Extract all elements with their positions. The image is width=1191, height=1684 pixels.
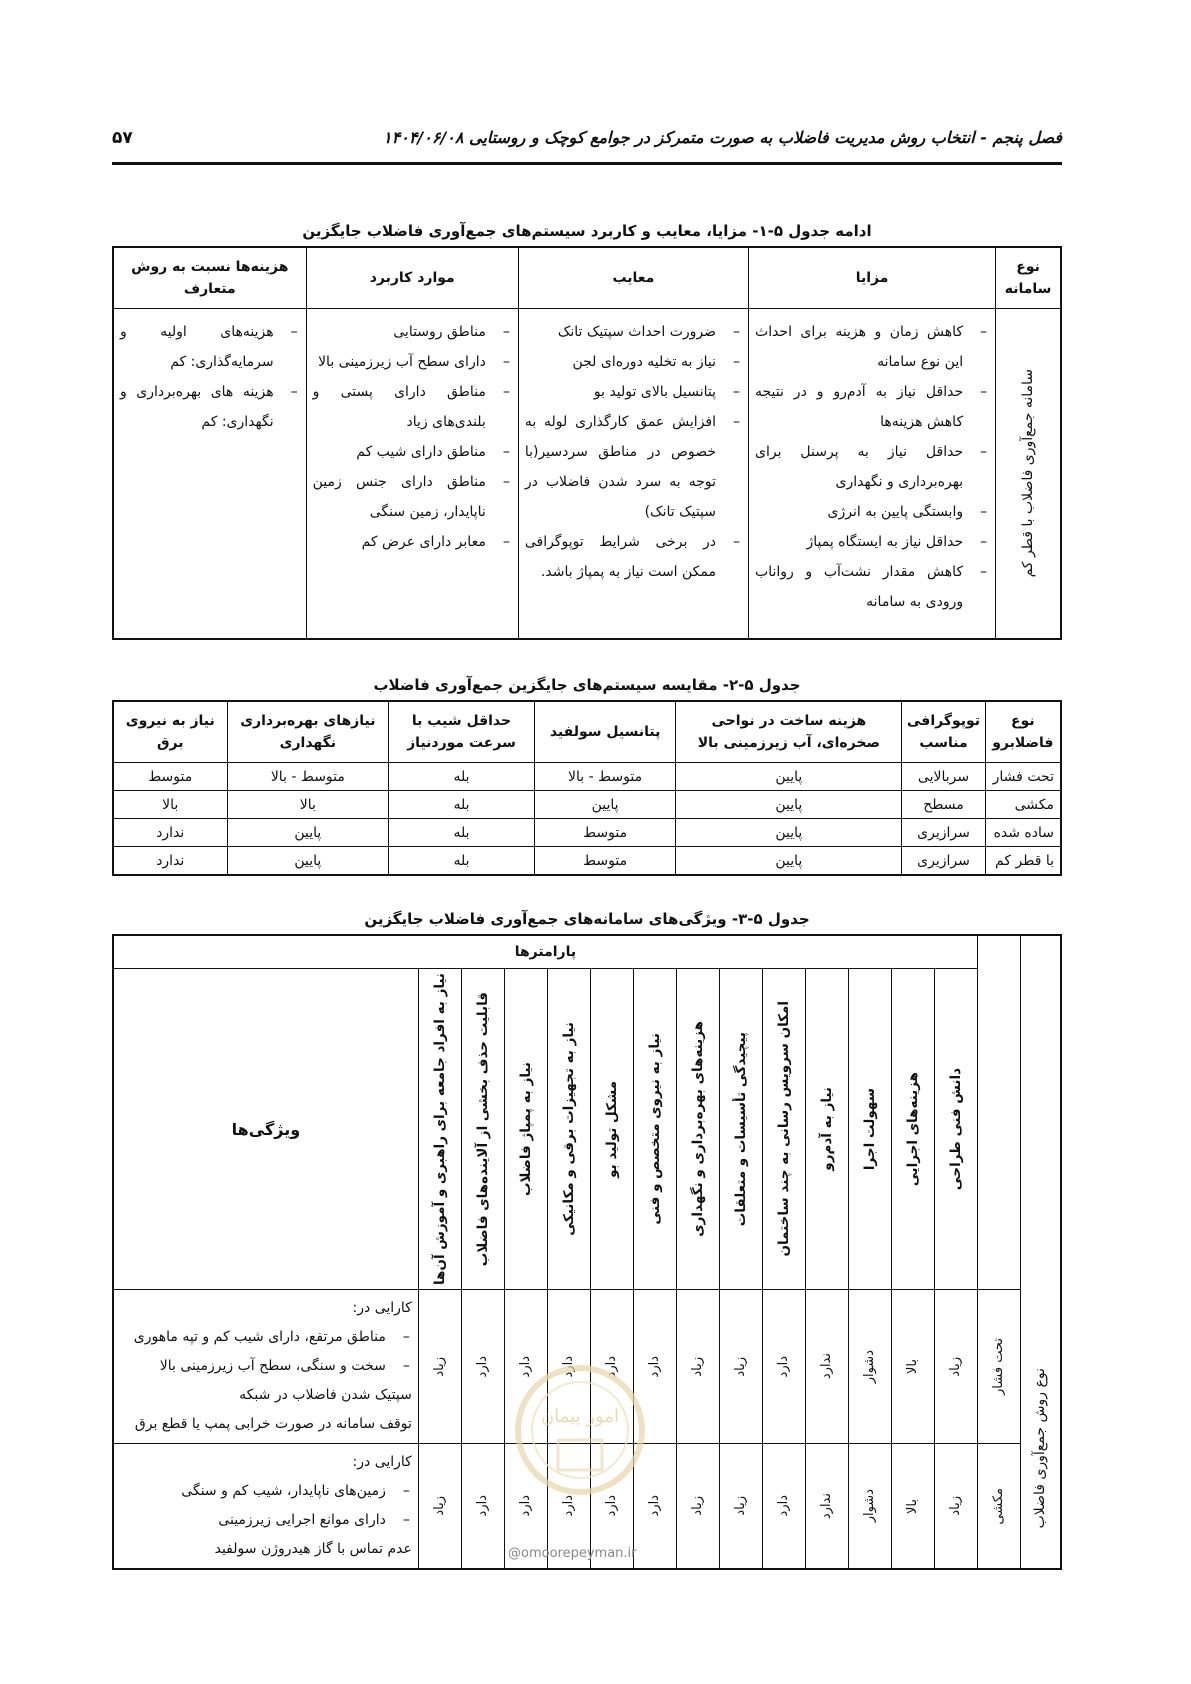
t1-disadvantages-cell <box>518 309 748 640</box>
t3-value: زیاد <box>690 1356 706 1377</box>
table2 <box>112 700 1062 876</box>
list-item: – معابر دارای عرض کم <box>313 527 512 557</box>
table1 <box>112 246 1062 640</box>
t2-cell: سربالایی <box>902 763 985 791</box>
t3-value: دشوار <box>862 1349 878 1384</box>
t2-cell: بالا <box>227 791 389 819</box>
t3-value: ندارد <box>819 1353 835 1380</box>
t3-value: زیاد <box>948 1356 964 1377</box>
t2-cell: پایین <box>676 791 902 819</box>
t3-features-cell <box>113 1290 418 1444</box>
t2-cell: مکشی <box>985 791 1061 819</box>
t3-value: زیاد <box>432 1356 448 1377</box>
t3-param-header: نیاز به تجهیزات برقی و مکانیکی <box>560 1022 577 1236</box>
t3-value: بالا <box>905 1359 921 1374</box>
list-item: عدم تماس با گاز هیدروژن سولفید <box>214 1541 412 1557</box>
t3-value: دارد <box>561 1355 577 1378</box>
t3-value: زیاد <box>733 1356 749 1377</box>
t1-applications-cell <box>306 309 518 640</box>
t3-param-header: مشکل تولید بو <box>603 1080 620 1178</box>
t2-cell: سرازیری <box>902 819 985 847</box>
t1-type-label: سامانه جمع‌آوری فاضلاب با قطر کم <box>1020 369 1037 578</box>
t2-cell: سرازیری <box>902 847 985 876</box>
t2-cell: بله <box>389 791 535 819</box>
t3-value: زیاد <box>948 1496 964 1516</box>
list-item: – پتانسیل بالای تولید بو <box>525 377 742 407</box>
t3-empty-cell <box>977 935 1020 1290</box>
t2-header: پتانسیل سولفید <box>534 701 676 763</box>
list-item: – افزایش عمق کارگذاری لوله به خصوص در مناطق سردسیر(با توجه به سرد شدن فاضلاب در سپتیک تانک) <box>525 407 742 527</box>
t2-cell: پایین <box>227 819 389 847</box>
list-item: – کاهش مقدار نشت‌آب و رواناب ورودی به سامانه <box>755 557 989 617</box>
t3-value: بالا <box>905 1498 921 1514</box>
t1-header-advantages: مزایا <box>749 247 996 309</box>
list-item: – سخت و سنگی، سطح آب زیرزمینی بالا <box>120 1352 412 1381</box>
list-item: – مناطق دارای جنس زمین ناپایدار، زمین سنگی <box>313 467 512 527</box>
t3-param-header: سهولت اجرا <box>861 1087 878 1171</box>
t3-param-header: نیاز به آدم‌رو <box>818 1087 835 1171</box>
t3-value: دارد <box>518 1355 534 1378</box>
t2-cell: پایین <box>676 763 902 791</box>
table-row <box>113 763 1061 791</box>
t3-features-label: ویژگی‌ها <box>113 969 418 1290</box>
page-number: ۵۷ <box>112 128 133 148</box>
t3-type-label: مکشی <box>991 1487 1007 1525</box>
t2-cell: بله <box>389 819 535 847</box>
t2-cell: تحت فشار <box>985 763 1061 791</box>
table1-caption: ادامه جدول ۵-۱- مزایا، معایب و کاربرد سیستم‌های جمع‌آوری فاضلاب جایگزین <box>302 222 872 240</box>
t3-value: ندارد <box>819 1492 835 1520</box>
list-item: – ضرورت احداث سپتیک تانک <box>525 317 742 347</box>
t3-value: دارد <box>475 1495 491 1517</box>
table-row <box>113 819 1061 847</box>
list-item: – هزینه‌های اولیه و سرمایه‌گذاری: کم <box>120 317 300 377</box>
t3-value: دارد <box>561 1495 577 1517</box>
t1-costs-cell <box>113 309 306 640</box>
t3-value: زیاد <box>690 1496 706 1516</box>
t2-header: حداقل شیب با سرعت موردنیاز <box>389 701 535 763</box>
site-credit: @omoorepeyman.ir <box>508 1546 637 1561</box>
list-item: – مناطق دارای شیب کم <box>313 437 512 467</box>
list-item: – در برخی شرایط توپوگرافی ممکن است نیاز به پمپاژ باشد. <box>525 527 742 587</box>
t2-cell: مسطح <box>902 791 985 819</box>
t2-cell: ندارد <box>113 819 227 847</box>
t2-header: نیازهای بهره‌برداری نگهداری <box>227 701 389 763</box>
list-item: – مناطق روستایی <box>313 317 512 347</box>
t3-param-header: هزینه‌های اجرایی <box>904 1071 921 1187</box>
t3-group-cell <box>1020 935 1061 1569</box>
t3-value: دارد <box>776 1495 792 1517</box>
t1-header-costs: هزینه‌ها نسبت به روش متعارف <box>113 247 306 309</box>
t2-cell: پایین <box>534 791 676 819</box>
watermark-text: امور پیمان <box>541 1406 619 1427</box>
t1-header-applications: موارد کاربرد <box>306 247 518 309</box>
table-row <box>113 847 1061 876</box>
list-item: – وابستگی پایین به انرژی <box>755 497 989 527</box>
list-item: – دارای سطح آب زیرزمینی بالا <box>313 347 512 377</box>
t2-cell: بله <box>389 763 535 791</box>
header-rule <box>112 162 1062 165</box>
t3-value: دارد <box>776 1355 792 1378</box>
t3-group-label: نوع روش جمع‌آوری فاضلاب <box>1032 1367 1049 1528</box>
t3-param-header: نیاز به نیروی متخصص و فنی <box>646 1033 663 1225</box>
t3-param-header: دانش فنی طراحی <box>947 1067 964 1191</box>
t2-cell: ندارد <box>113 847 227 876</box>
t2-cell: متوسط - بالا <box>534 763 676 791</box>
t3-type-label: تحت فشار <box>991 1338 1007 1395</box>
list-item: کارایی در: <box>352 1454 412 1470</box>
t1-header-type: نوع سامانه <box>996 247 1061 309</box>
t2-cell: پایین <box>676 847 902 876</box>
t2-cell: بله <box>389 847 535 876</box>
t3-value: دشوار <box>862 1489 878 1523</box>
t3-param-header: قابلیت حذف بخشی از آلاینده‌های فاضلاب <box>474 991 491 1267</box>
list-item: – هزینه های بهره‌برداری و نگهداری: کم <box>120 377 300 437</box>
header-title: فصل پنجم - انتخاب روش مدیریت فاضلاب به صورت متمرکز در جوامع کوچک و روستایی ۱۴۰۴/۰۶/۰۸ <box>383 128 1062 147</box>
t3-param-header: امکان سرویس رسانی به چند ساختمان <box>775 1001 792 1257</box>
t3-value: دارد <box>475 1355 491 1378</box>
watermark-seal-icon <box>510 1360 650 1500</box>
list-item: کارایی در: <box>352 1300 412 1316</box>
t3-value: دارد <box>647 1355 663 1378</box>
t3-value: دارد <box>604 1495 620 1517</box>
list-item: – حداقل نیاز به آدم‌رو و در نتیجه کاهش هزینه‌ها <box>755 377 989 437</box>
table-row <box>113 791 1061 819</box>
t3-param-header: هزینه‌های بهره‌برداری و نگهداری <box>689 1021 706 1237</box>
list-item: – مناطق دارای پستی و بلندی‌های زیاد <box>313 377 512 437</box>
t1-advantages-cell <box>749 309 996 640</box>
t3-param-header: نیاز به پمپاژ فاضلاب <box>517 1061 534 1197</box>
t2-cell: پایین <box>227 847 389 876</box>
t3-value: دارد <box>604 1355 620 1378</box>
t3-param-header: نیاز به افراد جامعه برای راهبری و آموزش آن‌ها <box>431 973 448 1285</box>
t2-header: نیاز به نیروی برق <box>113 701 227 763</box>
t2-cell: با قطر کم <box>985 847 1061 876</box>
t2-header: هزینه ساخت در نواحی صخره‌ای، آب زیرزمینی بالا <box>676 701 902 763</box>
t2-cell: بالا <box>113 791 227 819</box>
list-item: – مناطق مرتفع، دارای شیب کم و تپه ماهوری <box>120 1323 412 1352</box>
list-item: – کاهش زمان و هزینه برای احداث این نوع سامانه <box>755 317 989 377</box>
t3-value: زیاد <box>733 1496 749 1516</box>
t3-value: دارد <box>647 1495 663 1517</box>
list-item: – حداقل نیاز به ایستگاه پمپاژ <box>755 527 989 557</box>
t2-cell: متوسط <box>534 847 676 876</box>
t3-param-header: پیچیدگی تأسیسات و متعلقات <box>732 1031 749 1227</box>
t2-header: نوع فاضلابرو <box>985 701 1061 763</box>
t1-header-disadvantages: معایب <box>518 247 748 309</box>
t3-features-cell <box>113 1444 418 1570</box>
t3-value: زیاد <box>432 1496 448 1516</box>
t2-cell: پایین <box>676 819 902 847</box>
t2-cell: ساده شده <box>985 819 1061 847</box>
list-item: – زمین‌های ناپایدار، شیب کم و سنگی <box>120 1477 412 1506</box>
list-item: – نیاز به تخلیه دوره‌ای لجن <box>525 347 742 377</box>
t2-cell: متوسط - بالا <box>227 763 389 791</box>
t2-header: توپوگرافی مناسب <box>902 701 985 763</box>
list-item: – دارای موانع اجرایی زیرزمینی <box>120 1506 412 1535</box>
list-item: توقف سامانه در صورت خرابی پمپ یا قطع برق <box>134 1416 412 1432</box>
list-item: سپتیک شدن فاضلاب در شبکه <box>239 1387 412 1403</box>
t3-params-label: پارامترها <box>113 935 977 969</box>
table3-caption: جدول ۵-۳- ویژگی‌های سامانه‌های جمع‌آوری فاضلاب جایگزین <box>364 910 810 928</box>
t1-type-cell <box>996 309 1061 640</box>
t3-value: دارد <box>518 1495 534 1517</box>
t2-cell: متوسط <box>113 763 227 791</box>
list-item: – حداقل نیاز به پرسنل برای بهره‌برداری و نگهداری <box>755 437 989 497</box>
table2-caption: جدول ۵-۲- مقایسه سیستم‌های جایگزین جمع‌آوری فاضلاب <box>373 676 801 694</box>
t2-cell: متوسط <box>534 819 676 847</box>
